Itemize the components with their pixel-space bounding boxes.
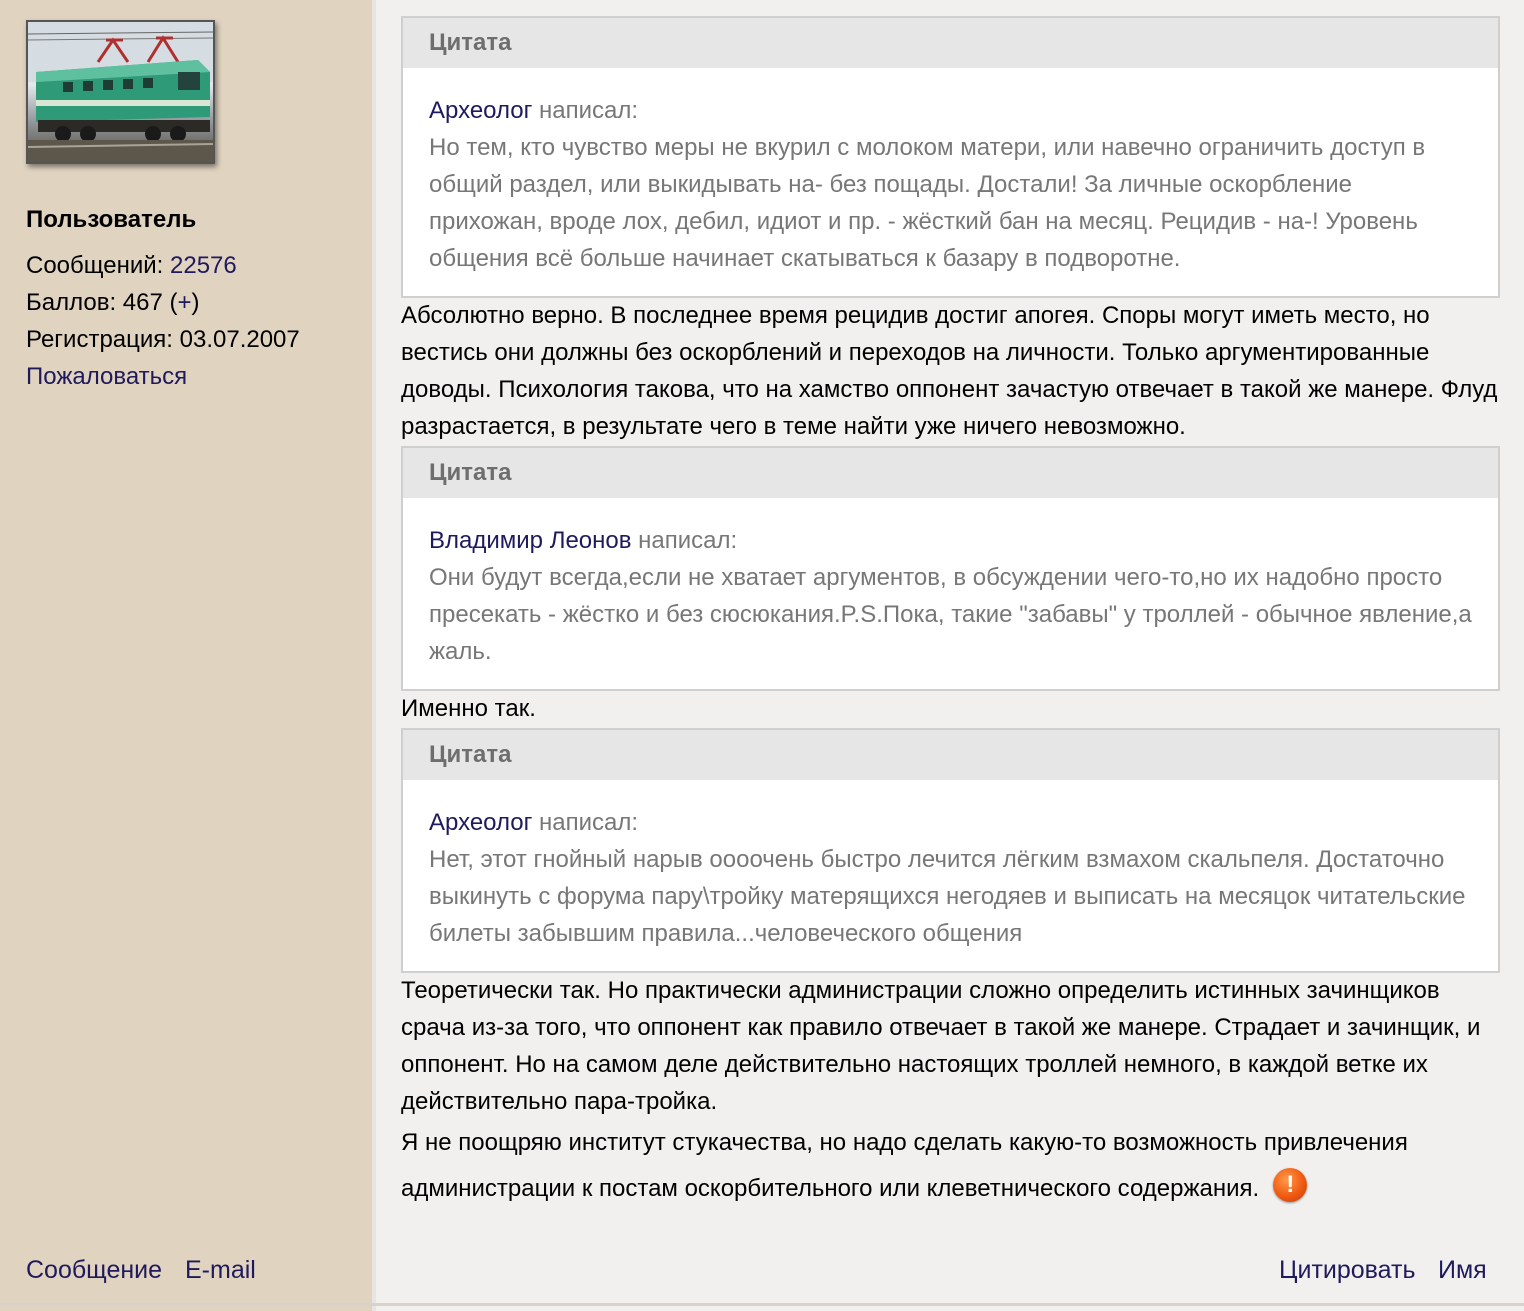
quote-text: Но тем, кто чувство меры не вкурил с молоком матери, или навечно ограничить доступ в общий раздел, или выкидывать на- без пощады. Достали! За личные оскорбление прихожан, вроде лох, дебил, идиот и пр. - жёсткий бан на месяц. Рецидив - на-! Уровень общения всё больше начинает скатываться к базару в подворотне. — [429, 134, 1426, 272]
quote-block — [401, 728, 1500, 973]
name-link[interactable]: Имя — [1438, 1256, 1487, 1284]
reply-text: Абсолютно верно. В последнее время рецидив достиг апогея. Споры могут иметь место, но вестись они должны без оскорблений и переходов на личности. Только аргументированные доводы. Психология такова, что на хамство оппонент зачастую отвечает в такой же манере. Флуд разрастается, в результате чего в теме найти уже ничего невозможно. — [401, 302, 1498, 440]
quote-author-link[interactable]: Археолог — [429, 97, 533, 124]
complain-link[interactable]: Пожаловаться — [26, 363, 188, 390]
points-plus-button[interactable]: + — [177, 289, 192, 316]
reply-text: Теоретически так. Но практически администрации сложно определить истинных зачинщиков срача из-за того, что оппонент как правило отвечает в такой же манере. Страдает и зачинщик, и оппонент. Но на самом деле действительно настоящих троллей немного, в каждой ветке их действительно пара-тройка. — [401, 977, 1481, 1115]
electric-locomotive-image — [28, 22, 213, 162]
quote-wrote-label: написал: — [631, 527, 738, 554]
messages-label: Сообщений: — [26, 252, 170, 279]
quote-author-link[interactable]: Владимир Леонов — [429, 527, 632, 554]
exclamation-smiley-icon: ! — [1273, 1168, 1307, 1202]
reply-text: Я не поощряю институт стукачества, но надо сделать какую-то возможность привлечения администрации к постам оскорбительного или клеветнического содержания. — [401, 1129, 1408, 1202]
reply-text-final — [401, 1120, 1501, 1212]
quote-header: Цитата — [403, 730, 1498, 780]
reply-text: Именно так. — [401, 695, 536, 722]
quote-text: Нет, этот гнойный нарыв оооочень быстро лечится лёгким взмахом скальпеля. Достаточно выкинуть с форума пару\тройку матерящихся негодяев и выписать на месяцок читательские билеты забывшим правила...человеческого общения — [429, 846, 1466, 947]
quote-body — [403, 780, 1498, 952]
points-line — [26, 289, 200, 317]
quote-author-link[interactable]: Археолог — [429, 809, 533, 836]
user-sidebar — [0, 0, 372, 1311]
post-bottom-border — [0, 1303, 1524, 1306]
sidebar-divider — [372, 0, 376, 1311]
messages-count-line — [26, 252, 237, 280]
points-label: Баллов: 467 ( — [26, 289, 178, 316]
quote-block — [401, 446, 1500, 691]
quote-body — [403, 68, 1498, 277]
quote-link[interactable]: Цитировать — [1279, 1256, 1416, 1284]
quote-header: Цитата — [403, 448, 1498, 498]
quote-header: Цитата — [403, 18, 1498, 68]
points-close: ) — [191, 289, 200, 316]
registration-date: Регистрация: 03.07.2007 — [26, 326, 300, 353]
quote-body — [403, 498, 1498, 670]
quote-wrote-label: написал: — [532, 809, 639, 836]
user-title: Пользователь — [26, 206, 197, 233]
quote-block — [401, 16, 1500, 298]
user-avatar[interactable] — [26, 20, 215, 164]
send-message-link[interactable]: Сообщение — [26, 1256, 163, 1284]
email-link[interactable]: E-mail — [185, 1256, 256, 1284]
quote-wrote-label: написал: — [532, 97, 639, 124]
messages-count-link[interactable]: 22576 — [170, 252, 237, 279]
quote-text: Они будут всегда,если не хватает аргументов, в обсуждении чего-то,но их надобно просто пресекать - жёстко и без сюсюкания.P.S.Пока, такие "забавы" у троллей - обычное явление,а жаль. — [429, 564, 1472, 665]
